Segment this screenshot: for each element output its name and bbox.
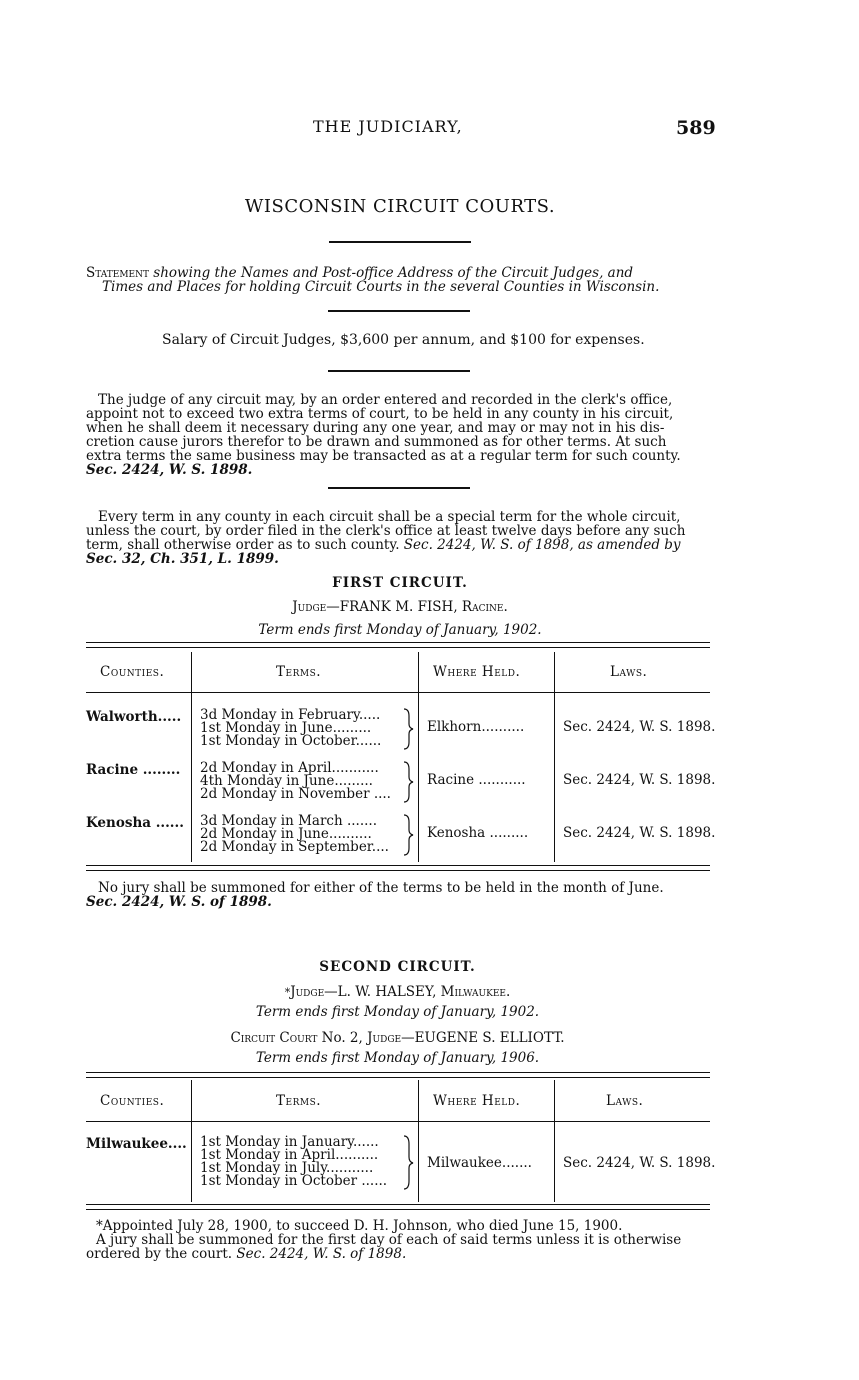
divider [329,241,471,243]
note-line: No jury shall be summoned for either of the terms to be held in the month of June. [98,880,664,896]
judge-label: Judge [290,984,325,1000]
table-bottom-rule [86,1204,710,1210]
terms-cell [200,762,391,801]
second-circuit-term-ends: Term ends first Monday of January, 1902. [255,1004,540,1020]
where-cell: Elkhorn.......... [427,719,525,735]
page-number: 589 [676,117,716,139]
column-header-terms: Terms. [276,664,322,680]
judge-label: Judge [367,1030,402,1046]
term-line: 4th Monday in June......... [200,773,373,789]
statement-lead: Statement [86,265,150,281]
statement [86,266,659,294]
para-line: The judge of any circuit may, by an order entered and recorded in the clerk's office, [98,392,673,408]
column-divider [554,652,555,862]
statement-line2: Times and Places for holding Circuit Courts in the several Counties in Wisconsin. [102,279,660,295]
column-header-where: Where Held. [433,1093,521,1109]
terms-cell [200,1136,387,1188]
terms-cell [200,815,389,854]
para-line: appoint not to exceed two extra terms of court, to be held in any county in his circuit, [86,406,674,422]
statement-line1: showing the Names and Post-office Address of the Circuit Judges, and [149,265,634,281]
laws-cell: Sec. 2424, W. S. 1898. [563,719,716,735]
column-divider [418,1080,419,1202]
citation-inline: Sec. 2424, W. S. of 1898, as amended by [403,537,681,553]
laws-cell: Sec. 2424, W. S. 1898. [563,825,716,841]
where-cell: Racine ........... [427,772,526,788]
divider [328,370,470,372]
term-line: 3d Monday in February..... [200,707,381,723]
judge-city: Racine. [461,599,508,615]
where-cell: Kenosha ......... [427,825,529,841]
column-header-laws: Laws. [610,664,648,680]
term-line: 2d Monday in November .... [200,786,391,802]
court-text: No. 2, [317,1030,368,1046]
second-circuit-judge [0,984,795,1000]
term-line: 1st Monday in January...... [200,1134,379,1150]
term-line: 1st Monday in April.......... [200,1147,379,1163]
term-line: 3d Monday in March ....... [200,813,377,829]
citation: Sec. 2424, W. S. 1898. [86,462,253,478]
june-jury-note [86,881,712,909]
judge-name: —EUGENE S. ELLIOTT. [401,1030,565,1046]
judge-name: —FRANK M. FISH, [326,599,462,615]
column-header-where: Where Held. [433,664,521,680]
term-line: 2d Monday in April........... [200,760,379,776]
second-circuit-heading: SECOND CIRCUIT. [319,959,476,975]
table-header-rule [86,692,710,693]
court2-term-ends: Term ends first Monday of January, 1906. [255,1050,540,1066]
column-header-laws: Laws. [606,1093,644,1109]
running-title: THE JUDICIARY, [313,117,463,136]
citation: Sec. 32, Ch. 351, L. 1899. [86,551,279,567]
special-term-paragraph [86,510,712,566]
column-divider [191,652,192,862]
judge-label: Judge [292,599,327,615]
column-header-terms: Terms. [276,1093,322,1109]
court-label: Circuit Court [230,1030,318,1046]
column-divider [191,1080,192,1202]
column-divider [554,1080,555,1202]
first-circuit-term-ends: Term ends first Monday of January, 1902. [258,622,542,638]
divider [328,487,470,489]
brace-icon [402,708,414,750]
column-header-counties: Counties. [100,664,165,680]
salary-line: Salary of Circuit Judges, $3,600 per annum, and $100 for expenses. [162,332,645,348]
term-line: 1st Monday in June......... [200,720,372,736]
para-line: unless the court, by order filed in the clerk's office at least twelve days before any such [86,523,686,539]
jury-line: A jury shall be summoned for the first day of each of said terms unless it is otherwise [96,1232,682,1248]
term-line: 1st Monday in October...... [200,733,382,749]
brace-icon [402,814,414,856]
divider [328,310,470,312]
terms-cell [200,709,381,748]
circuit-court-no2 [0,1030,795,1046]
county-cell: Racine ........ [86,762,181,778]
laws-cell: Sec. 2424, W. S. 1898. [563,772,716,788]
citation: Sec. 2424, W. S. of 1898. [86,894,272,910]
para-line: Every term in any county in each circuit shall be a special term for the whole circuit, [98,509,681,525]
footnote-marker: * [284,986,291,999]
citation: Sec. 2424, W. S. of 1898. [236,1246,407,1262]
term-line: 1st Monday in October ...... [200,1173,388,1189]
laws-cell: Sec. 2424, W. S. 1898. [563,1155,716,1171]
page-title: WISCONSIN CIRCUIT COURTS. [244,196,556,217]
judge-name: —L. W. HALSEY, [324,984,441,1000]
first-circuit-judge [0,599,800,615]
column-divider [418,652,419,862]
where-cell: Milwaukee....... [427,1155,532,1171]
jury-line: ordered by the court. [86,1246,233,1262]
para-line: extra terms the same business may be transacted as at a regular term for such county. [86,448,681,464]
county-cell: Milwaukee.... [86,1136,187,1152]
table-top-rule [86,642,710,648]
extra-terms-paragraph [86,393,712,477]
footnotes [86,1219,712,1261]
term-line: 2d Monday in September.... [200,839,389,855]
para-line: term, shall otherwise order as to such county. [86,537,400,553]
term-line: 1st Monday in July........... [200,1160,374,1176]
table-top-rule [86,1072,710,1078]
para-line: cretion cause jurors therefor to be drawn and summoned as for other terms. At such [86,434,667,450]
county-cell: Walworth..... [86,709,182,725]
column-header-counties: Counties. [100,1093,165,1109]
table-header-rule [86,1121,710,1122]
first-circuit-heading: FIRST CIRCUIT. [332,575,468,591]
appointment-footnote: *Appointed July 28, 1900, to succeed D. H. Johnson, who died June 15, 1900. [96,1218,623,1234]
brace-icon [402,761,414,803]
table-bottom-rule [86,865,710,871]
para-line: when he shall deem it necessary during any one year, and may or may not in his dis- [86,420,665,436]
judge-city: Milwaukee. [440,984,511,1000]
county-cell: Kenosha ...... [86,815,184,831]
term-line: 2d Monday in June.......... [200,826,372,842]
brace-icon [402,1135,414,1190]
